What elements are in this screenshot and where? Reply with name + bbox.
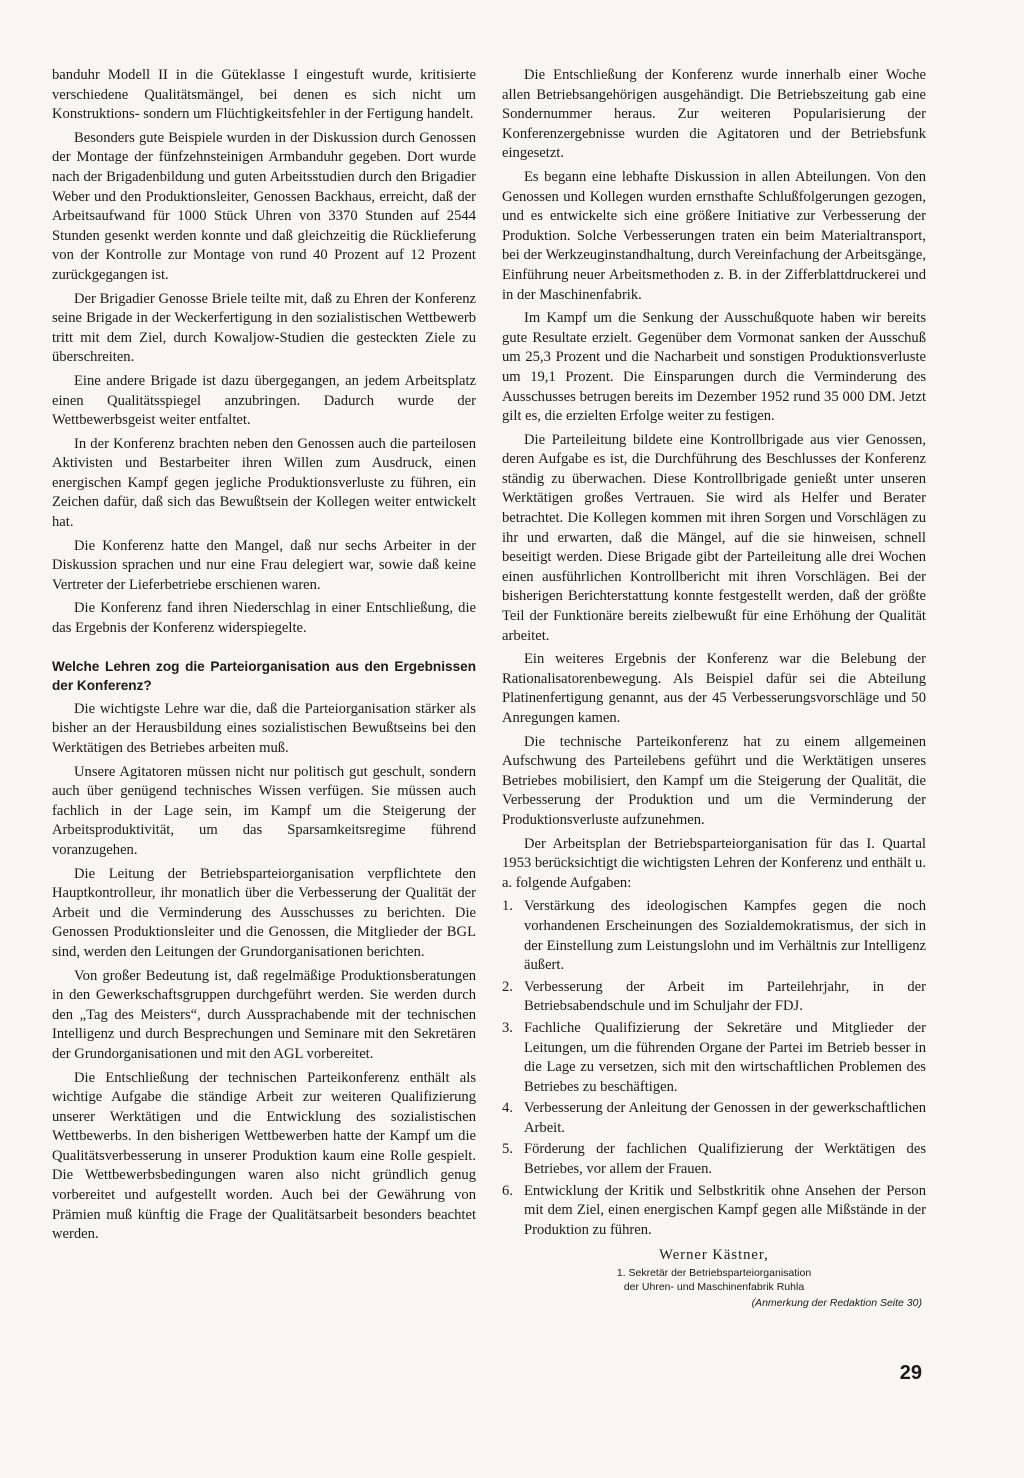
paragraph: Die Konferenz fand ihren Niederschlag in einer Entschließung, die das Ergebnis der Konferenz widerspiegelte. bbox=[52, 600, 476, 637]
task-list bbox=[502, 897, 926, 1240]
author-organization: der Uhren- und Maschinenfabrik Ruhla bbox=[623, 1281, 805, 1294]
section-heading: Welche Lehren zog die Parteiorganisation aus den Ergebnissen der Konferenz? bbox=[52, 658, 476, 694]
list-item bbox=[502, 1099, 926, 1138]
list-item-text: Verbesserung der Anleitung der Genossen in der gewerkschaftlichen Arbeit. bbox=[524, 1100, 926, 1136]
list-item-text: Verbesserung der Arbeit im Parteilehrjahr, in der Betriebsabendschule und im Schuljahr der FDJ. bbox=[524, 978, 926, 1015]
right-column bbox=[502, 66, 926, 1314]
list-item-number: 2. bbox=[502, 978, 513, 995]
list-item-text: Entwicklung der Kritik und Selbstkritik ohne Ansehen der Person mit dem Ziel, einen energischen Kampf gegen alle Mißstände in der Produktion zu führen. bbox=[524, 1182, 926, 1238]
paragraph: Die Entschließung der Konferenz wurde innerhalb einer Woche allen Betriebsangehörigen ausgehändigt. Die Betriebszeitung gab eine Sondernummer heraus. Zur weiteren Popularisierung der Konferenzergebnisse wurden die Agitatoren und der Betriebsfunk eingesetzt. bbox=[502, 67, 926, 162]
paragraph: Im Kampf um die Senkung der Ausschußquote haben wir bereits gute Resultate erzielt. Gegenüber dem Vormonat sanken der Ausschuß um 25,3 Prozent und die Nacharbeit und sonstigen Produktionsverluste um 19,1 Prozent. Die Einsparungen durch die Verminderung des Ausschusses betrugen bereits im Dezember 1952 rund 35 000 DM. Jetzt gilt es, die erzielten Erfolge weiter zu festigen. bbox=[502, 310, 926, 425]
paragraph: Besonders gute Beispiele wurden in der Diskussion durch Genossen der Montage der fünfzehnsteinigen Armbanduhr gegeben. Dort wurde nach der Brigadenbildung und guten Arbeitsstudien durch den Brigadier Weber und den Produktionsleiter, Genossen Backhaus, erreicht, daß der Arbeitsaufwand für 1000 Stück Uhren von 3370 Stunden auf 2544 Stunden gesenkt werden konnte und daß gleichzeitig die Rücklieferung von der Kontrolle zur Montage von rund 40 Prozent auf 12 Prozent zurückgegangen ist. bbox=[52, 129, 476, 283]
author-name: Werner Kästner, bbox=[659, 1247, 769, 1264]
list-item-text: Förderung der fachlichen Qualifizierung der Werktätigen des Betriebes, vor allem der Frauen. bbox=[524, 1141, 926, 1178]
author-role: 1. Sekretär der Betriebsparteiorganisation bbox=[616, 1267, 812, 1280]
paragraph: Ein weiteres Ergebnis der Konferenz war die Belebung der Rationalisatorenbewegung. Als Beispiel dafür sei die Abteilung Platinenfertigung genannt, aus der 45 Verbesserungsvorschläge und 50 Anregungen kamen. bbox=[502, 651, 926, 726]
list-item bbox=[502, 978, 926, 1017]
paragraph: Eine andere Brigade ist dazu übergegangen, an jedem Arbeitsplatz einen Qualitätsspiegel anzubringen. Dadurch wurde der Wettbewerbsgeist weiter entfaltet. bbox=[52, 372, 476, 429]
list-item-number: 1. bbox=[502, 898, 513, 915]
list-item bbox=[502, 1182, 926, 1241]
list-item-number: 5. bbox=[502, 1141, 513, 1158]
page-number: 29 bbox=[899, 1362, 922, 1384]
paragraph: Es begann eine lebhafte Diskussion in allen Abteilungen. Von den Genossen und Kollegen wurden ernsthafte Schlußfolgerungen gezogen, und es entwickelte sich eine größere Initiative zur Verbesserung der Produktion. Solche Verbesserungen traten ein beim Materialtransport, bei der Werkzeuginstandhaltung, durch Vereinfachung der Arbeitsgänge, Einführung neuer Arbeitsmethoden z. B. in der Zifferblattdruckerei und in der Maschinenfabrik. bbox=[502, 168, 926, 303]
paragraph: Die technische Parteikonferenz hat zu einem allgemeinen Aufschwung des Parteilebens geführt und die Werktätigen unseres Betriebes mobilisiert, den Kampf um die Steigerung der Qualität, die Verbesserung der Produktion und um die Verminderung der Produktionsverluste aufzunehmen. bbox=[502, 733, 926, 828]
paragraph: Der Brigadier Genosse Briele teilte mit, daß zu Ehren der Konferenz seine Brigade in der Weckerfertigung in den sozialistischen Wettbewerb tritt mit dem Ziel, durch Kowaljow-Studien die gesteckten Ziele zu überschreiten. bbox=[52, 290, 476, 366]
left-column bbox=[52, 66, 476, 1249]
list-item bbox=[502, 1019, 926, 1097]
paragraph: Von großer Bedeutung ist, daß regelmäßige Produktionsberatungen in den Gewerkschaftsgruppen durchgeführt werden. Sie werden durch den „Tag des Meisters“, durch Aussprachabende mit der technischen Intelligenz und durch Besprechungen und Seminare mit den Sekretären der Grundorganisationen und mit den AGL vorbereitet. bbox=[52, 967, 476, 1062]
signature-block bbox=[502, 1246, 926, 1313]
paragraph: Unsere Agitatoren müssen nicht nur politisch gut geschult, sondern auch über genügend technisches Wissen verfügen. Sie müssen auch fachlich in der Lage sein, im Kampf um die Steigerung der Arbeitsproduktivität, um das Sparsamkeitsregime führend voranzugehen. bbox=[52, 763, 476, 858]
paragraph: Die Leitung der Betriebsparteiorganisation verpflichtete den Hauptkontrolleur, ihr monatlich über die Verbesserung der Qualität der Arbeit und die Verminderung des Ausschusses zu berichten. Die Genossen Produktionsleiter und die Genossen, die Mitglieder der BGL sind, werden den Leitungen der Grundorganisationen berichten. bbox=[52, 865, 476, 960]
paragraph: banduhr Modell II in die Güteklasse I eingestuft wurde, kritisierte verschiedene Qualitätsmängel, bei denen es sich nicht um Konstruktions- sondern um Flüchtigkeitsfehler in der Fertigung handelt. bbox=[52, 67, 476, 123]
list-item-number: 4. bbox=[502, 1100, 513, 1117]
list-item bbox=[502, 1140, 926, 1179]
list-item-number: 3. bbox=[502, 1019, 513, 1036]
list-item bbox=[502, 897, 926, 975]
list-item-text: Fachliche Qualifizierung der Sekretäre und Mitglieder der Leitungen, um die führenden Organe der Partei im Betrieb besser in die Lage zu versetzen, sich mit den wirtschaftlichen Problemen des Betriebes zu beschäftigen. bbox=[524, 1019, 926, 1095]
paragraph: Die wichtigste Lehre war die, daß die Parteiorganisation stärker als bisher an der Herausbildung eines sozialistischen Bewußtseins bei den Werktätigen des Betriebes arbeiten muß. bbox=[52, 700, 476, 756]
paragraph: Der Arbeitsplan der Betriebsparteiorganisation für das I. Quartal 1953 berücksichtigt die wichtigsten Lehren der Konferenz und enthält u. a. folgende Aufgaben: bbox=[502, 835, 926, 891]
editorial-note: (Anmerkung der Redaktion Seite 30) bbox=[751, 1297, 922, 1310]
paragraph: Die Parteileitung bildete eine Kontrollbrigade aus vier Genossen, deren Aufgabe es ist, die Durchführung des Beschlusses der Konferenz ständig zu überwachen. Diese Kontrollbrigade genießt unter unseren Werktätigen großes Vertrauen. Sie wird als Helfer und Berater betrachtet. Die Kollegen kommen mit ihren Sorgen und Vorschlägen zu ihr und erwarten, daß die Mängel, auf die sie hinweisen, schnell beseitigt werden. Diese Brigade gibt der Parteileitung alle drei Wochen einen ausführlichen Kontrollbericht mit ihren Vorschlägen. Bei der bisherigen Berichterstattung konnte festgestellt werden, daß der größte Teil der Funktionäre bereits zielbewußt für eine Erhöhung der Qualität arbeitet. bbox=[502, 431, 926, 644]
paragraph: Die Entschließung der technischen Parteikonferenz enthält als wichtige Aufgabe die ständige Arbeit zur weiteren Qualifizierung unserer Werktätigen und die Entwicklung des sozialistischen Wettbewerbs. In den bisherigen Wettbewerben hatte der Kampf um die Qualitätsverbesserung in unserer Produktion kaum eine Rolle gespielt. Die Wettbewerbsbedingungen waren also nicht gründlich genug vorbereitet und aufgestellt worden. Auch bei der Gewährung von Prämien muß künftig die Frage der Qualitätsarbeit besonders beachtet werden. bbox=[52, 1069, 476, 1243]
list-item-number: 6. bbox=[502, 1182, 513, 1199]
paragraph: Die Konferenz hatte den Mangel, daß nur sechs Arbeiter in der Diskussion sprachen und nur eine Frau delegiert war, sowie daß keine Vertreter der Lieferbetriebe erschienen waren. bbox=[52, 537, 476, 593]
list-item-text: Verstärkung des ideologischen Kampfes gegen die noch vorhandenen Erscheinungen des Sozialdemokratismus, der sich in der Einstellung zum Leistungslohn und im Verhältnis zur Intelligenz äußert. bbox=[524, 898, 926, 974]
paragraph: In der Konferenz brachten neben den Genossen auch die parteilosen Aktivisten und Bestarbeiter ihren Willen zum Ausdruck, einen energischen Kampf gegen jegliche Produktionsverluste zu führen, ein Zeichen dafür, daß sich das Bewußtsein der Kollegen weiter entwickelt hat. bbox=[52, 435, 476, 531]
